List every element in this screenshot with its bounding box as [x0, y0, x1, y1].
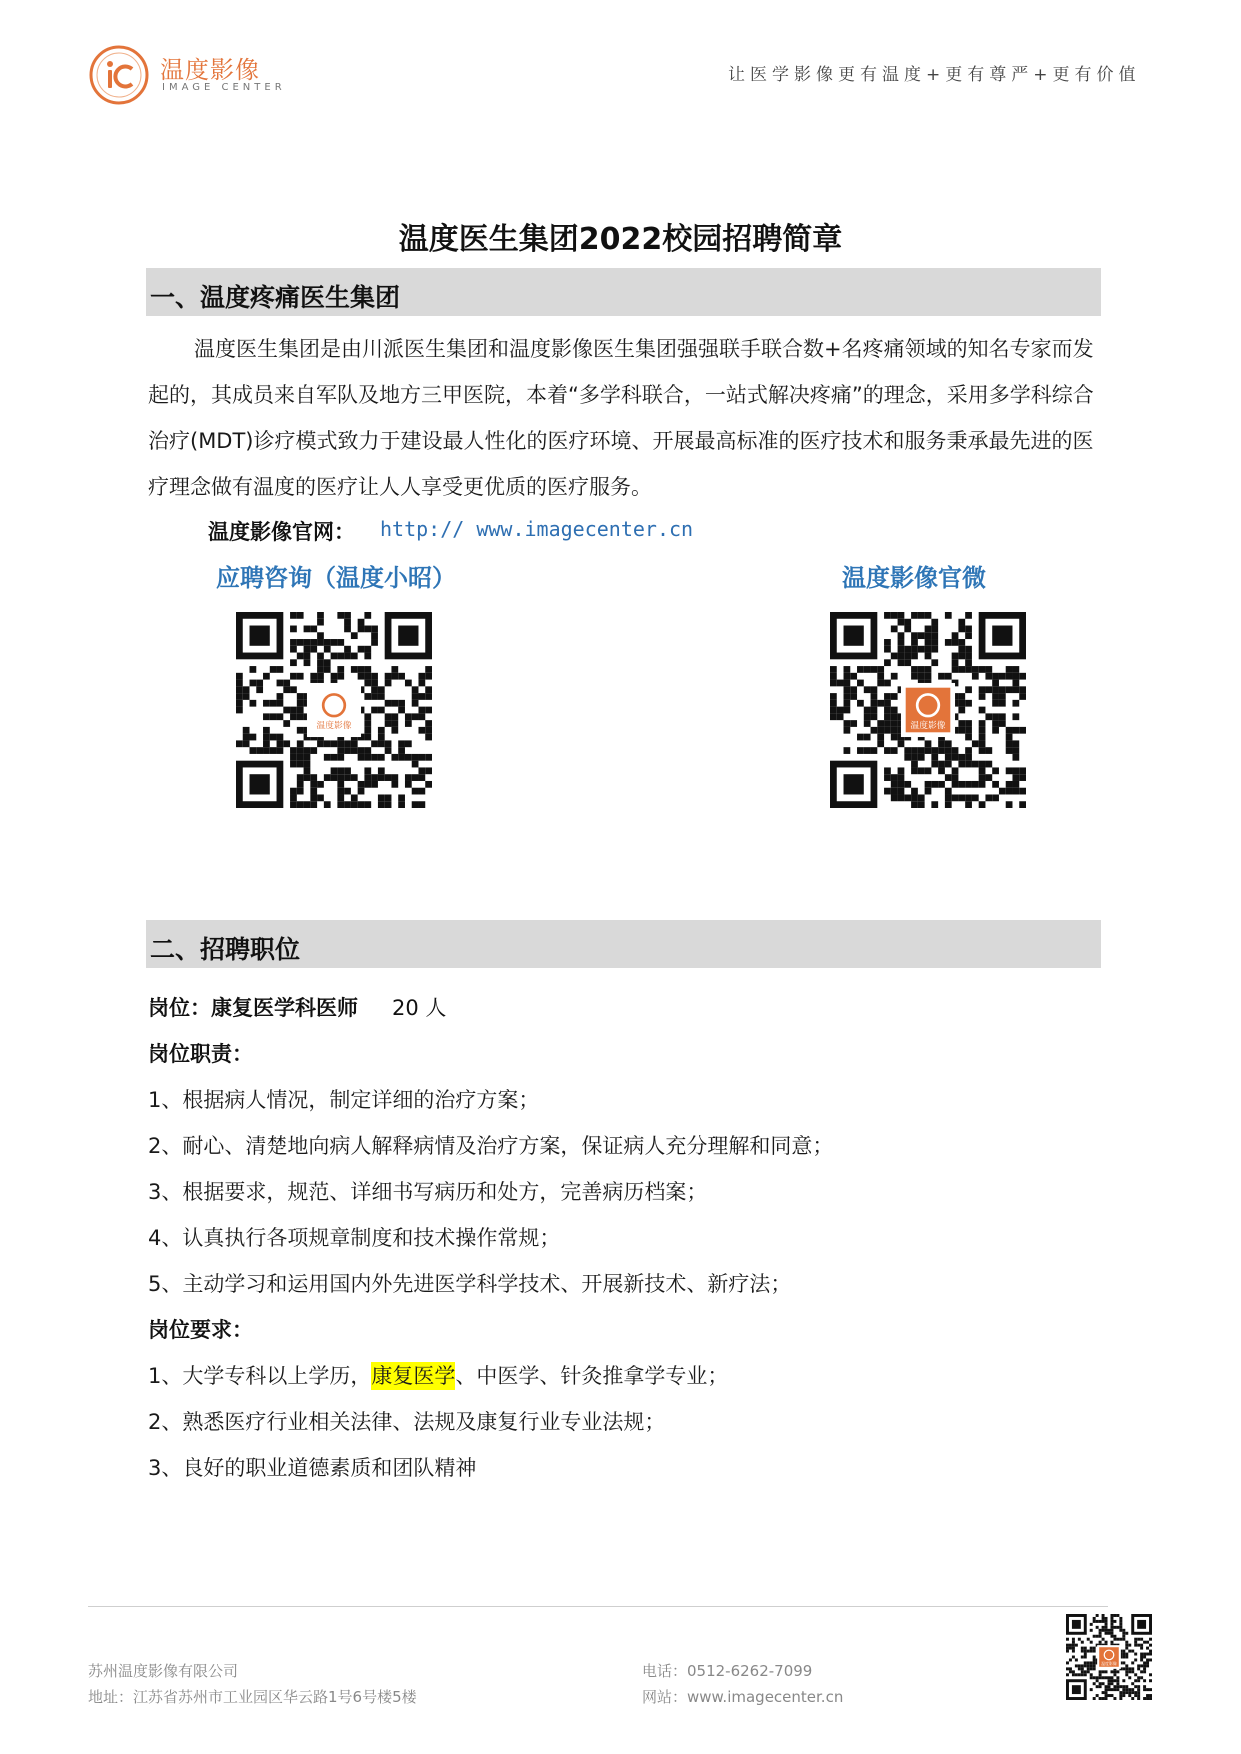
footer-website: 网站：www.imagecenter.cn — [642, 1688, 844, 1706]
logo-text-cn: 温度影像 — [160, 56, 260, 84]
req1-prefix: 1、大学专科以上学历， — [148, 1364, 372, 1388]
duties-label: 岗位职责： — [148, 1042, 253, 1066]
website-label: 温度影像官网： — [208, 520, 355, 544]
duty-item: 3、根据要求，规范、详细书写病历和处方，完善病历档案； — [148, 1180, 708, 1204]
footer-phone: 电话：0512-6262-7099 — [642, 1662, 813, 1680]
req1-highlight: 康复医学 — [371, 1364, 456, 1388]
qr-badge-text: 温度影像 — [316, 721, 352, 732]
qr-badge-text: 温度影像 — [1101, 1661, 1117, 1667]
requirement-item: 2、熟悉医疗行业相关法律、法规及康复行业专业法规； — [148, 1410, 666, 1434]
section1-heading: 一、温度疼痛医生集团 — [150, 283, 401, 312]
duty-item: 1、根据病人情况，制定详细的治疗方案； — [148, 1088, 540, 1112]
qr-badge-text: 温度影像 — [910, 721, 946, 732]
intro-text: 温度医生集团是由川派医生集团和温度影像医生集团强强联手联合数+名疼痛领域的知名专家而发起的，其成员来自军队及地方三甲医院，本着“多学科联合，一站式解决疼痛”的理念，采用多学科综合治疗(MDT)诊疗模式致力于建设最人性化的医疗环境、开展最高标准的医疗技术和服务秉承最先进的医疗理念做有温度的医疗让人人享受更优质的医疗服务。 — [148, 337, 1094, 499]
section2-header-bar — [146, 920, 1101, 968]
qr-code-official — [830, 612, 1026, 808]
duty-item: 4、认真执行各项规章制度和技术操作常规； — [148, 1226, 561, 1250]
header-slogan: 让医学影像更有温度+更有尊严+更有价值 — [728, 65, 1141, 85]
document-title: 温度医生集团2022校园招聘简章 — [398, 222, 843, 257]
position-label: 岗位：康复医学科医师 — [148, 996, 358, 1020]
company-logo-icon — [88, 44, 150, 106]
qr-consult-label: 应聘咨询（温度小昭） — [216, 564, 456, 592]
intro-paragraph — [148, 326, 1103, 510]
requirement-item: 3、良好的职业道德素质和团队精神 — [148, 1456, 477, 1480]
qr-official-label: 温度影像官微 — [842, 564, 986, 592]
req1-suffix: 、中医学、针灸推拿学专业； — [455, 1364, 729, 1388]
requirements-label: 岗位要求： — [148, 1318, 253, 1342]
requirement-item — [148, 1360, 728, 1390]
logo-text-en: IMAGE CENTER — [162, 82, 286, 93]
footer-divider — [88, 1606, 1108, 1607]
footer-company: 苏州温度影像有限公司 — [88, 1662, 239, 1680]
position-count: 20 人 — [392, 996, 447, 1020]
position-title — [148, 992, 446, 1022]
footer-qr-code — [1066, 1614, 1152, 1700]
duty-item: 2、耐心、清楚地向病人解释病情及治疗方案，保证病人充分理解和同意； — [148, 1134, 834, 1158]
website-link[interactable]: http:// www.imagecenter.cn — [380, 517, 694, 541]
section1-header-bar — [146, 268, 1101, 316]
qr-code-consult — [236, 612, 432, 808]
section2-heading: 二、招聘职位 — [150, 935, 301, 964]
duty-item: 5、主动学习和运用国内外先进医学科学技术、开展新技术、新疗法； — [148, 1272, 792, 1296]
footer-address: 地址：江苏省苏州市工业园区华云路1号6号楼5楼 — [88, 1688, 417, 1706]
